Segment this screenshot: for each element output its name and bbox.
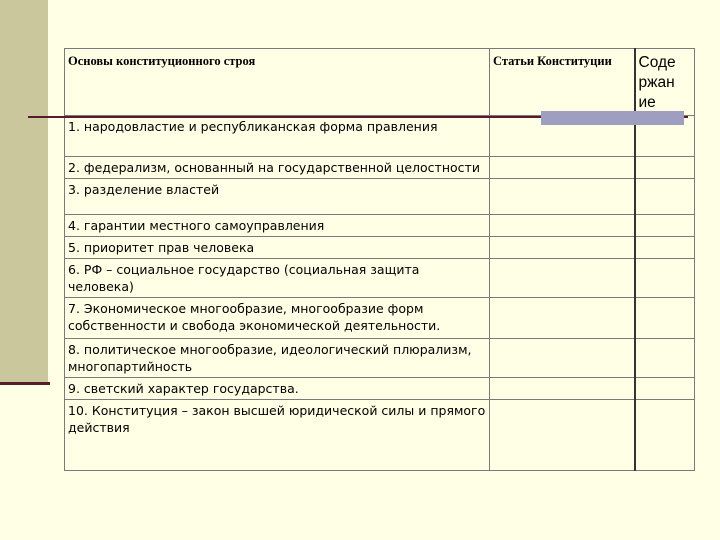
table-row — [65, 339, 695, 378]
row-1-foundation: 1. народовластие и республиканская форма правления — [65, 116, 490, 157]
table-row — [65, 298, 695, 339]
row-4-foundation: 4. гарантии местного самоуправления — [65, 215, 490, 237]
table-row — [65, 378, 695, 400]
table-row — [65, 157, 695, 179]
header-foundations: Основы конституционного строя — [65, 49, 490, 116]
row-7-foundation: 7. Экономическое многообразие, многообразие форм собственности и свобода экономической деятельности. — [65, 298, 490, 339]
row-10-foundation: 10. Конституция – закон высшей юридической силы и прямого действия — [65, 400, 490, 471]
row-6-foundation: 6. РФ – социальное государство (социальная защита человека) — [65, 259, 490, 298]
row-5-articles — [490, 237, 635, 259]
row-7-articles — [490, 298, 635, 339]
table-row — [65, 179, 695, 215]
table-row — [65, 215, 695, 237]
row-3-foundation: 3. разделение властей — [65, 179, 490, 215]
row-10-content — [635, 400, 695, 471]
row-9-foundation: 9. светский характер государства. — [65, 378, 490, 400]
row-8-content — [635, 339, 695, 378]
row-7-content — [635, 298, 695, 339]
row-6-articles — [490, 259, 635, 298]
row-2-foundation: 2. федерализм, основанный на государственной целостности — [65, 157, 490, 179]
header-articles: Статьи Конституции — [490, 49, 635, 116]
row-8-foundation: 8. политическое многообразие, идеологический плюрализм, многопартийность — [65, 339, 490, 378]
header-content: Соде ржан ие — [635, 49, 695, 116]
left-decorative-line — [0, 382, 50, 385]
row-4-content — [635, 215, 695, 237]
row-6-content — [635, 259, 695, 298]
row-5-foundation: 5. приоритет прав человека — [65, 237, 490, 259]
table-row — [65, 237, 695, 259]
row-2-content — [635, 157, 695, 179]
row-2-articles — [490, 157, 635, 179]
table-row — [65, 400, 695, 471]
row-4-articles — [490, 215, 635, 237]
decorative-accent-block — [541, 111, 684, 125]
row-9-content — [635, 378, 695, 400]
left-decorative-bar — [0, 0, 48, 384]
row-9-articles — [490, 378, 635, 400]
table-header-row — [65, 49, 695, 116]
row-8-articles — [490, 339, 635, 378]
row-3-content — [635, 179, 695, 215]
table-row — [65, 259, 695, 298]
row-3-articles — [490, 179, 635, 215]
row-5-content — [635, 237, 695, 259]
row-10-articles — [490, 400, 635, 471]
